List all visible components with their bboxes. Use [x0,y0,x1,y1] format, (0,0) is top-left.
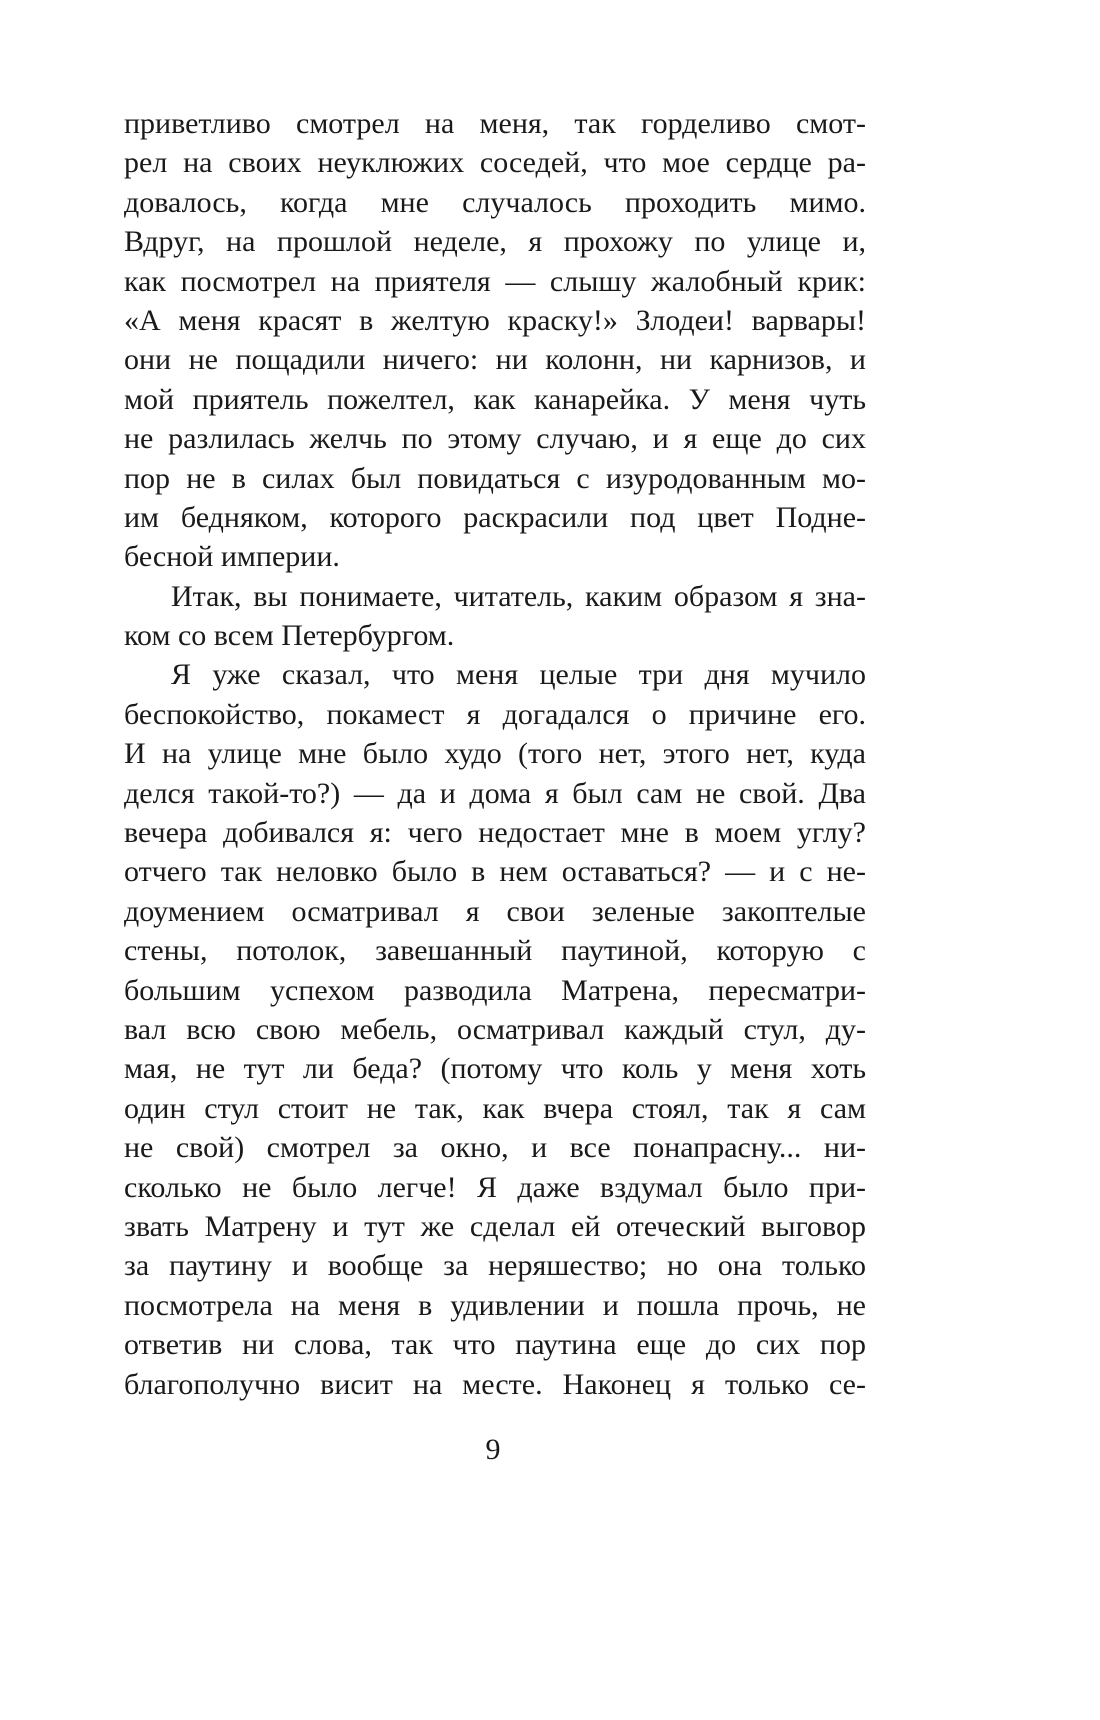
text-line: доумением осматривал я свои зеленые закоптелые [124,894,866,928]
text-line: приветливо смотрел на меня, так горделиво смот- [124,107,866,140]
text-line: за паутину и вообще за неряшество; но она только [124,1249,866,1283]
text-line: рел на своих неуклюжих соседей, что мое сердце ра- [124,146,866,180]
text-line: не свой) смотрел за окно, и все понапрасну... ни- [124,1131,866,1165]
text-line: отчего так неловко было в нем оставаться? — и с не- [124,855,866,889]
text-line: довалось, когда мне случалось проходить мимо. [124,185,866,219]
page-number: 9 [485,1433,501,1466]
text-line: беспокойство, покамест я догадался о причине его. [124,697,866,731]
text-line: как посмотрел на приятеля — слышу жалобный крик: [124,264,866,298]
text-line: они не пощадили ничего: ни колонн, ни карнизов, и [124,343,866,377]
page-body [124,104,866,1404]
text-line: стены, потолок, завешанный паутиной, которую с [124,934,866,968]
text-line: бесной империи. [124,540,340,574]
text-line: сколько не было легче! Я даже вздумал было при- [124,1170,866,1204]
text-line: не разлилась желчь по этому случаю, и я еще до сих [124,422,866,456]
text-line: им бедняком, которого раскрасили под цвет Подне- [124,500,866,534]
text-line: ответив ни слова, так что паутина еще до сих пор [124,1328,866,1362]
text-line: большим успехом разводила Матрена, пересматри- [124,973,866,1007]
text-line: Вдруг, на прошлой неделе, я прохожу по улице и, [124,225,866,259]
text-line: звать Матрену и тут же сделал ей отеческий выговор [124,1209,866,1243]
text-line: один стул стоит не так, как вчера стоял, так я сам [124,1091,866,1125]
text-line: пор не в силах был повидаться с изуродованным мо- [124,461,866,495]
text-line: мая, не тут ли беда? (потому что коль у меня хоть [124,1052,866,1086]
text-line: ком со всем Петербургом. [124,619,455,653]
text-line: мой приятель пожелтел, как канарейка. У меня чуть [124,382,866,416]
text-line: «А меня красят в желтую краску!» Злодеи! варвары! [124,303,866,337]
text-line: благополучно висит на месте. Наконец я только се- [124,1367,866,1401]
text-line: посмотрела на меня в удивлении и пошла прочь, не [124,1288,866,1322]
text-line: вечера добивался я: чего недостает мне в моем углу? [124,816,866,850]
text-line: делся такой-то?) — да и дома я был сам не свой. Два [124,776,866,810]
text-line: вал всю свою мебель, осматривал каждый стул, ду- [124,1012,866,1046]
text-line: Я уже сказал, что меня целые три дня мучило [171,658,866,692]
text-line: И на улице мне было худо (того нет, этого нет, куда [124,737,866,771]
text-line: Итак, вы понимаете, читатель, каким образом я зна- [171,579,866,613]
